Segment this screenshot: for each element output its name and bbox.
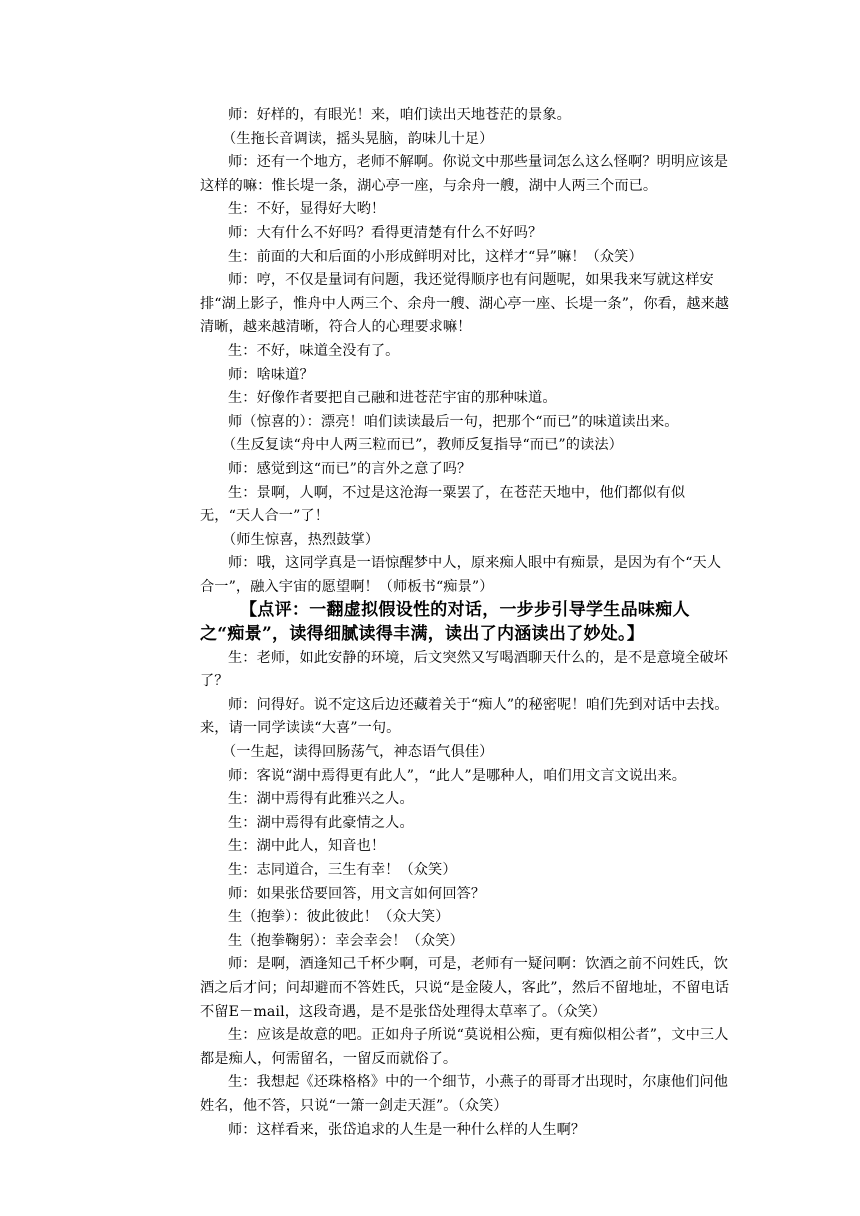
- paragraph: 生：不好，味道全没有了。: [228, 342, 400, 359]
- paragraph: 生：我想起《还珠格格》中的一个细节，小燕子的哥哥才出现时，尔康他们问他姓名，他不答，只说“一箫一剑走天涯”。（众笑）: [200, 1074, 729, 1114]
- paragraph: 生：老师，如此安静的环境，后文突然又写喝酒聊天什么的，是不是意境全破坏了？: [200, 649, 729, 690]
- paragraph: 师：哦，这同学真是一语惊醒梦中人，原来痴人眼中有痴景，是因为有个“天人合一”，融入宇宙的愿望啊！（师板书“痴景”）: [200, 555, 722, 595]
- paragraph: 生：景啊，人啊，不过是这沧海一粟罢了，在苍茫天地中，他们都似有似无，“天人合一”了！: [200, 484, 686, 525]
- paragraph: 师：这样看来，张岱追求的人生是一种什么样的人生啊？: [228, 1121, 586, 1138]
- paragraph: 生（抱拳）：彼此彼此！（众大笑）: [228, 909, 450, 926]
- paragraph: 生：前面的大和后面的小形成鲜明对比，这样才“异”嘛！（众笑）: [228, 248, 643, 265]
- stage-direction: （师生惊喜，热烈鼓掌）: [222, 531, 380, 548]
- paragraph: 生（抱拳鞠躬）：幸会幸会！（众笑）: [228, 932, 464, 949]
- paragraph: 师：是啊，酒逢知己千杯少啊，可是，老师有一疑问啊：饮酒之前不问姓氏，饮酒之后才问；问却避而不答姓氏，只说“是金陵人，客此”，然后不留地址，不留电话不留E－mail，这段奇遇，是不是张岱处理得太草率了。（众笑）: [200, 956, 730, 1020]
- paragraph: 生：湖中焉得有此豪情之人。: [228, 814, 414, 831]
- paragraph: 生：不好，显得好大哟！: [228, 201, 386, 218]
- paragraph: 生：应该是故意的吧。正如舟子所说“莫说相公痴，更有痴似相公者”，文中三人都是痴人，何需留名，一留反而就俗了。: [200, 1027, 729, 1067]
- paragraph: 生：湖中焉得有此雅兴之人。: [228, 791, 414, 808]
- paragraph: 师：哼，不仅是量词有问题，我还觉得顺序也有问题呢，如果我来写就这样安排“湖上影子，惟舟中人两三个、余舟一艘、湖心亭一座、长堤一条”，你看，越来越清晰，越来越清晰，符合人的心理要求嘛！: [200, 272, 730, 336]
- paragraph: 师：还有一个地方，老师不解啊。你说文中那些量词怎么这么怪啊？明明应该是这样的嘛：惟长堤一条，湖心亭一座，与余舟一艘，湖中人两三个而已。: [200, 154, 729, 194]
- stage-direction: （生拖长音调读，摇头晃脑，韵味儿十足）: [222, 130, 494, 147]
- paragraph: 师：好样的，有眼光！来，咱们读出天地苍茫的景象。: [228, 107, 571, 123]
- paragraph: 师：如果张岱要回答，用文言如何回答？: [228, 885, 486, 902]
- paragraph: 生：好像作者要把自己融和进苍茫宇宙的那种味道。: [228, 390, 557, 407]
- paragraph: 师：大有什么不好吗？看得更清楚有什么不好吗？: [228, 224, 543, 241]
- commentary-note: 【点评：一翻虚拟假设性的对话，一步步引导学生品味痴人之“痴景”，读得细腻读得丰满，读出了内涵读出了妙处。】: [200, 600, 690, 645]
- paragraph: 师：感觉到这“而已”的言外之意了吗？: [228, 460, 472, 477]
- paragraph: 师：啥味道？: [228, 366, 314, 383]
- paragraph: 生：志同道合，三生有幸！（众笑）: [228, 862, 457, 878]
- paragraph: 师（惊喜的）：漂亮！咱们读读最后一句，把那个“而已”的味道读出来。: [228, 413, 679, 430]
- stage-direction: （生反复读“舟中人两三粒而已”，教师反复指导“而已”的读法）: [222, 437, 623, 454]
- paragraph: 生：湖中此人，知音也！: [228, 838, 386, 855]
- paragraph: 师：问得好。说不定这后边还藏着关于“痴人”的秘密呢！咱们先到对话中去找。来，请一同学读读“大喜”一句。: [200, 696, 729, 737]
- paragraph: 师：客说“湖中焉得更有此人”，“此人”是哪种人，咱们用文言文说出来。: [228, 767, 687, 784]
- stage-direction: （一生起，读得回肠荡气，神态语气俱佳）: [222, 744, 494, 761]
- document-body: [200, 104, 733, 1142]
